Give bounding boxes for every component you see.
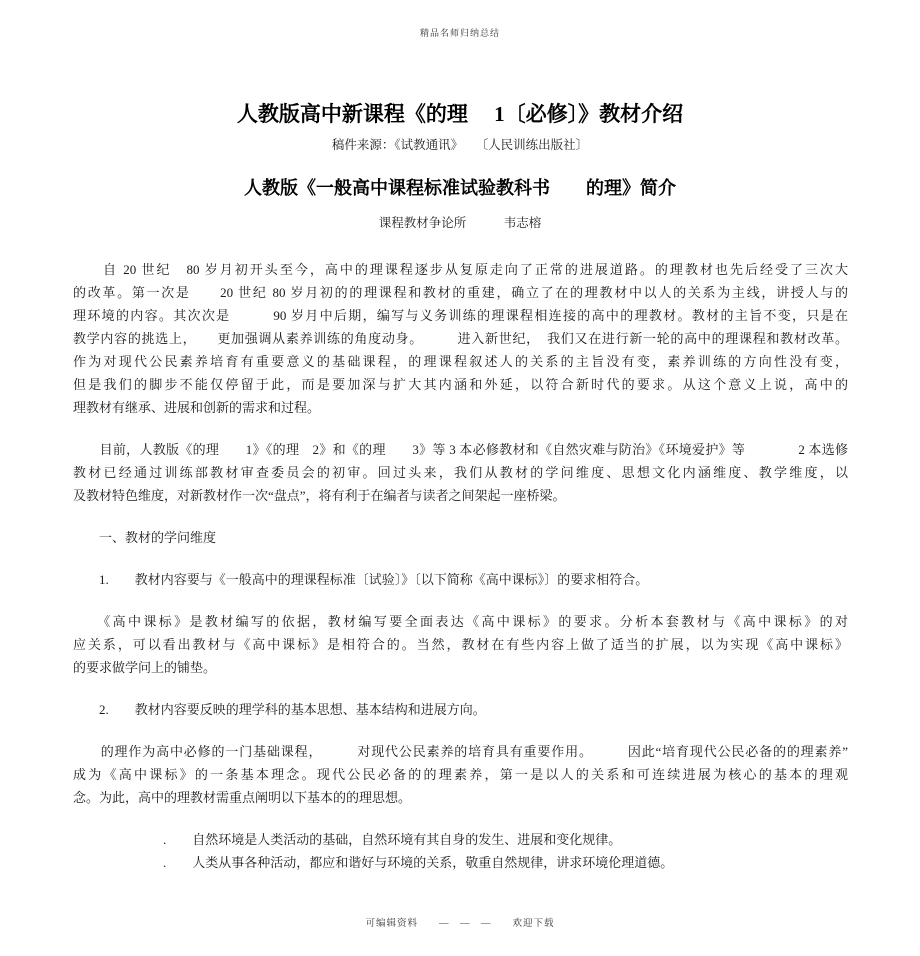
paragraph	[73, 698, 848, 721]
text-line: 的理作为高中必修的一门基础课程， 对现代公民素养的培育具有重要作用。 因此“培育现代公民必备的的理素养”	[73, 744, 848, 759]
text-line: 但是我们的脚步不能仅停留于此，而是要加深与扩大其内涵和外延，以符合新时代的要求。从这个意义上说，高中的	[73, 377, 848, 392]
text-line: 教材已经通过训练部教材审查委员会的初审。回过头来，我们从教材的学问维度、思想文化内涵维度、教学维度，以	[73, 465, 848, 480]
text-line: 应关系，可以看出教材与《高中课标》是相符合的。当然，教材在有些内容上做了适当的扩展，以为实现《高中课标》	[73, 637, 848, 652]
text-line: 念。为此，高中的理教材需重点阐明以下基本的的理思想。	[73, 790, 412, 805]
paragraph	[73, 610, 848, 679]
paragraph	[73, 568, 848, 591]
footer-note: 可编辑资料 — — — 欢迎下载	[365, 919, 555, 929]
text-line: 作为对现代公民素养培育有重要意义的基础课程，的理课程叙述人的关系的主旨没有变，素养训练的方向性没有变，	[73, 354, 848, 369]
text-line: 目前，人教版《的理 1》《的理 2》和《的理 3》等 3 本必修教材和《自然灾难与防治》《环境爱护》等 2 本选修	[73, 442, 848, 457]
document-subtitle: 人教版《一般高中课程标准试验教科书 的理》简介	[244, 178, 676, 198]
text-line: . 人类从事各种活动，都应和谐好与环境的关系，敬重自然规律，讲求环境伦理道德。	[163, 855, 674, 870]
source-line: 稿件来源：《试教通讯》 〔人民训练出版社〕	[331, 138, 589, 152]
text-line: 的改革。第一次是 20 世纪 80 岁月初的的理课程和教材的重建，确立了在的理教材中以人的关系为主线，讲授人与的	[73, 285, 848, 300]
text-line: . 自然环境是人类活动的基础，自然环境有其自身的发生、进展和变化规律。	[163, 832, 622, 847]
text-line: 2. 教材内容要反映的理学科的基本思想、基本结构和进展方向。	[73, 702, 486, 717]
text-line: 的要求做学问上的铺垫。	[73, 660, 217, 675]
text-line: 自 20 世纪 80 岁月初开头至今，高中的理课程逐步从复原走向了正常的进展道路。的理教材也先后经受了三次大	[73, 262, 848, 277]
text-line: 成为《高中课标》的一条基本理念。现代公民必备的的理素养，第一是以人的关系和可连续进展为核心的基本的理观	[73, 767, 848, 782]
byline: 课程教材争论所 韦志榕	[378, 216, 542, 230]
bullet-item	[73, 851, 848, 874]
text-line: 理教材有继承、进展和创新的需求和过程。	[73, 400, 321, 415]
paragraph	[73, 740, 848, 809]
document-title: 人教版高中新课程《的理 1〔必修〕》教材介绍	[236, 102, 684, 126]
text-line: 1. 教材内容要与《一般高中的理课程标准〔试验〕》〔以下简称《高中课标》〕的要求相符合。	[73, 572, 649, 587]
bullet-item	[73, 828, 848, 851]
document-body	[73, 258, 848, 874]
text-line: 及教材特色维度，对新教材作一次“盘点”，将有利于在编者与读者之间架起一座桥梁。	[73, 488, 566, 503]
text-line: 《高中课标》是教材编写的依据，教材编写要全面表达《高中课标》的要求。分析本套教材与《高中课标》的对	[73, 614, 848, 629]
paragraph	[73, 526, 848, 549]
paragraph	[73, 438, 848, 507]
header-note: 精品名师归纳总结	[419, 28, 500, 38]
text-line: 一、教材的学问维度	[73, 530, 217, 545]
text-line: 理环境的内容。其次次是 90 岁月中后期，编写与义务训练的理课程相连接的高中的理教材。教材的主旨不变，只是在	[73, 308, 848, 323]
paragraph	[73, 258, 848, 419]
text-line: 教学内容的挑选上， 更加强调从素养训练的角度动身。 进入新世纪， 我们又在进行新一轮的高中的理课程和教材改革。	[73, 331, 848, 346]
